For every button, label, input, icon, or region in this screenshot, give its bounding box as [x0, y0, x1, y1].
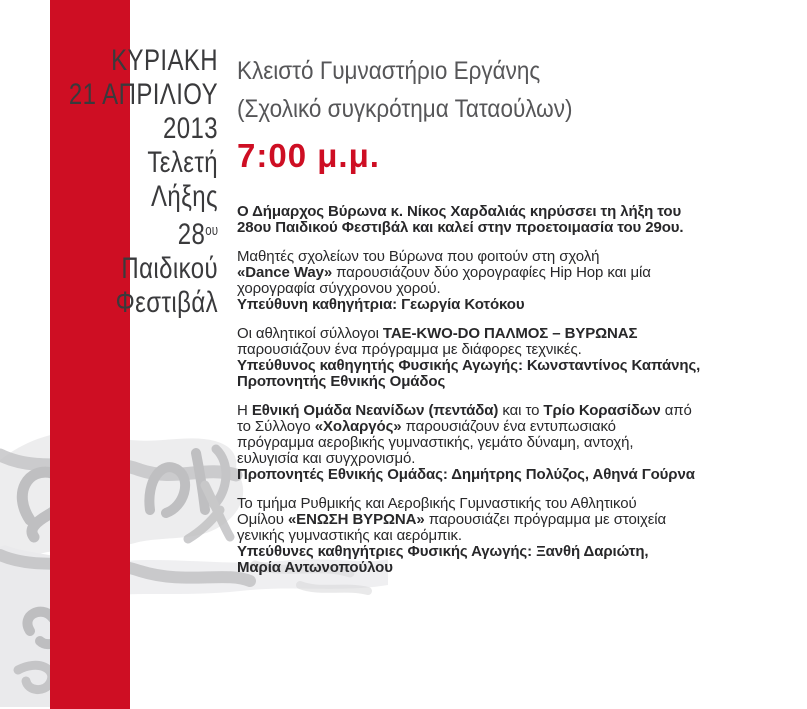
paragraph-dance-way: Μαθητές σχολείων του Βύρωνα που φοιτούν στη σχολή «Dance Way» παρουσιάζουν δύο χορογραφίες Hip Hop και μία χορογραφία σύγχρονου χορού. Υπεύθυνη καθηγήτρια: Γεωργία Κοτόκου [237, 248, 651, 313]
venue-line-2: (Σχολικό συγκρότημα Ταταούλων) [237, 95, 573, 123]
main-content [237, 52, 797, 589]
program-paragraphs [237, 204, 797, 576]
venue-heading [237, 52, 795, 128]
venue-line-1: Κλειστό Γυμναστήριο Εργάνης [237, 57, 541, 85]
paragraph-aerobic-team: Η Εθνική Ομάδα Νεανίδων (πεντάδα) και το Τρίο Κορασίδων από το Σύλλογο «Χολαργός» παρουσιάζουν ένα εντυπωσιακό πρόγραμμα αεροβικής γυμναστικής, γεμάτο δύναμη, αντοχή, ευλυγισία και συγχρονισμό. Προπονητές Εθνικής Ομάδας: Δημήτρης Πολύζος, Αθηνά Γούρνα [237, 402, 695, 483]
event-date-title: ΚΥΡΙΑΚΗ 21 ΑΠΡΙΛΙΟΥ 2013 Τελετή Λήξης $28^{o\upsilon}$ Παιδικού Φεστιβάλ [68, 44, 218, 319]
paragraph-enosi-vyrona: Το τμήμα Ρυθμικής και Αεροβικής Γυμναστικής του Αθλητικού Ομίλου «ΕΝΩΣΗ ΒΥΡΩΝΑ» παρουσιάζει πρόγραμμα με στοιχεία γενικής γυμναστικής και αερόμπικ. Υπεύθυνες καθηγήτριες Φυσικής Αγωγής: Ξανθή Δαριώτη, Μαρία Αντωνοπούλου [237, 495, 667, 576]
paragraph-mayor: Ο Δήμαρχος Βύρωνα κ. Νίκος Χαρδαλιάς κηρύσσει τη λήξη του 28ου Παιδικού Φεστιβάλ και καλεί στην προετοιμασία του 29ου. [237, 203, 684, 236]
event-time: 7:00 μ.μ. [237, 137, 380, 174]
paragraph-tae-kwo-do: Οι αθλητικοί σύλλογοι TAE-KWO-DO ΠΑΛΜΟΣ – ΒΥΡΩΝΑΣ παρουσιάζουν ένα πρόγραμμα με διάφορες τεχνικές. Υπεύθυνος καθηγητής Φυσικής Αγωγής: Κωνσταντίνος Καπάνης, Προπονητής Εθνικής Ομάδος [237, 325, 701, 390]
